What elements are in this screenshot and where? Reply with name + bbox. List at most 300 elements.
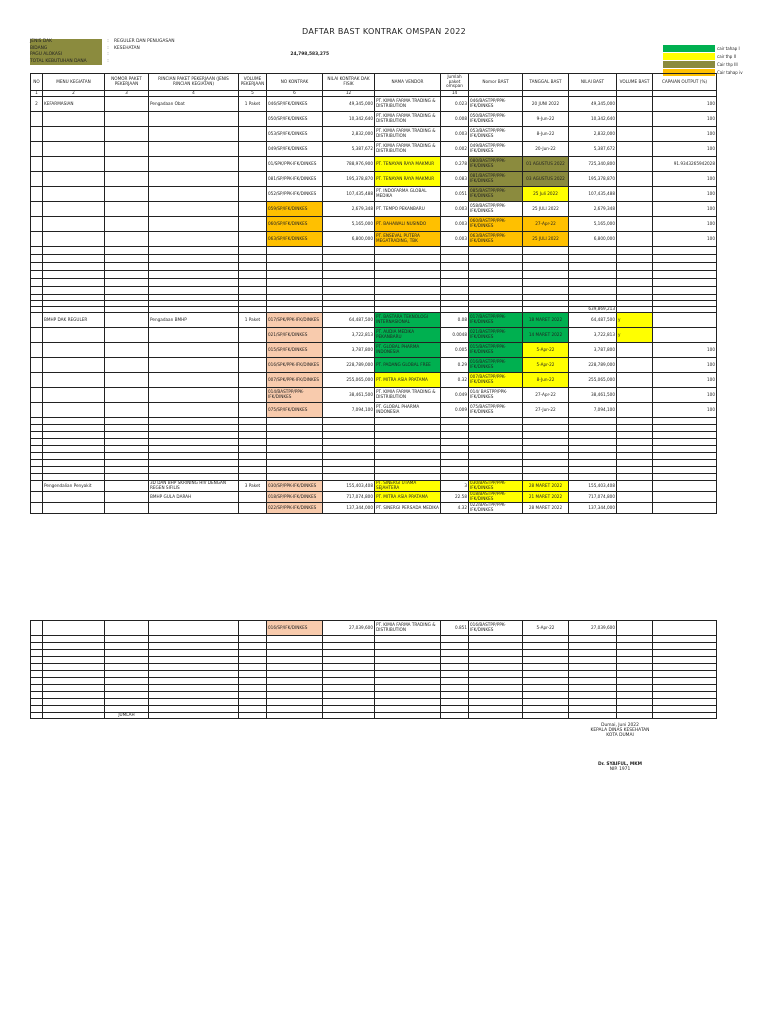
cell-no [31,373,43,388]
cell-bast: 022/BASTPP/PPK-IFK/DINKES [469,503,523,514]
empty-cell [653,247,717,255]
empty-cell [569,650,617,657]
empty-row [31,460,717,467]
empty-cell [441,671,469,678]
empty-cell [31,706,43,713]
cell-nb: 3,722,813 [569,328,617,343]
cell-vol [239,358,267,373]
empty-cell [569,657,617,664]
empty-cell [239,271,267,279]
empty-cell [653,671,717,678]
sign-role: KEPALA DINAS KESEHATAN [590,728,650,733]
cell-cap: 100 [653,172,717,187]
cell-tgl: 03 AGUSTUS 2022 [523,172,569,187]
empty-cell [105,657,149,664]
empty-cell [375,418,441,425]
empty-cell [617,418,653,425]
empty-cell [523,271,569,279]
column-number: 12 [323,91,375,97]
column-header: MENU KEGIATAN [43,74,105,91]
info-value [114,52,204,59]
empty-cell [523,678,569,685]
empty-cell [617,664,653,671]
empty-cell [43,664,105,671]
column-header: NILAI KONTRAK DAK FISIK [323,74,375,91]
cell-nil: 2,832,000 [323,127,375,142]
empty-cell [267,657,323,664]
empty-cell [523,453,569,460]
empty-cell [617,287,653,295]
cell-tgl: 25 JULI 2022 [523,232,569,247]
cell-menu [43,358,105,373]
empty-cell [469,460,523,467]
column-number: 2 [43,91,105,97]
cell-cap: 100 [653,343,717,358]
legend-label: Cair tahap iv [717,69,743,75]
cell-ven: PT. SINERGI PERSADA MEDIKA [375,503,441,514]
table-row [31,388,717,403]
empty-cell [239,643,267,650]
cell-nb: 7,094,100 [569,403,617,418]
cell-menu: KEFARMASIAN [43,97,105,112]
empty-cell [617,460,653,467]
empty-cell [149,446,239,453]
cell-kon: 016/SPK/PPK-IFK/DINKES [267,358,323,373]
cell-tgl: 8-Jun-22 [523,373,569,388]
cell-nb: 38,461,500 [569,388,617,403]
empty-cell [469,279,523,287]
cell-rinc [149,127,239,142]
empty-cell [149,425,239,432]
cell-pkt [105,187,149,202]
cell-kon: 016/SP/IFK/DINKES [267,621,323,636]
empty-cell [267,247,323,255]
empty-cell [569,279,617,287]
cell-ven: PT. AUDIA MEDIKA PEKANBARU [375,328,441,343]
empty-cell [375,467,441,474]
cell-jml: 0.29 [441,358,469,373]
cell-no [31,157,43,172]
empty-cell [469,418,523,425]
cell-cap: 100 [653,358,717,373]
cell-kon: 053/SP/IFK/DINKES [267,127,323,142]
empty-cell [523,474,569,481]
cell-vol [239,127,267,142]
empty-cell [105,446,149,453]
cell-no [31,503,43,514]
cell-jml: 0.003 [441,127,469,142]
cell-nb: 155,403,408 [569,481,617,492]
empty-cell [569,699,617,706]
empty-cell [653,692,717,699]
cell-vb [617,127,653,142]
empty-cell [375,271,441,279]
empty-cell [523,432,569,439]
empty-cell [105,643,149,650]
empty-cell [43,460,105,467]
empty-cell [523,279,569,287]
cell-jml: 0.008 [441,112,469,127]
empty-cell [43,263,105,271]
empty-cell [31,664,43,671]
cell-tgl: 14 MARET 2022 [523,328,569,343]
empty-cell [569,467,617,474]
empty-cell [31,467,43,474]
empty-cell [149,650,239,657]
cell-pkt [105,481,149,492]
cell-nb: 717,074,800 [569,492,617,503]
empty-row [31,453,717,460]
cell-vol [239,142,267,157]
empty-cell [43,692,105,699]
empty-cell [105,699,149,706]
empty-cell [43,685,105,692]
empty-cell [375,263,441,271]
empty-row [31,474,717,481]
cell-jml: 22.58 [441,492,469,503]
cell-menu [43,232,105,247]
cell-tgl: 8-Jun-22 [523,127,569,142]
empty-cell [523,657,569,664]
legend-swatch [663,61,715,68]
empty-cell [617,467,653,474]
empty-cell [31,418,43,425]
cell-menu [43,112,105,127]
cell-jml: 0.003 [441,202,469,217]
cell-nb: 195,378,870 [569,172,617,187]
empty-cell [375,255,441,263]
empty-cell [617,247,653,255]
empty-cell [653,255,717,263]
empty-cell [43,699,105,706]
cell-tgl: 18 MARET 2022 [523,313,569,328]
cell-bast: 085/BASTPP/PPK-IFK/DINKES [469,187,523,202]
empty-cell [149,453,239,460]
cell-nb: 10,342,640 [569,112,617,127]
empty-cell [43,425,105,432]
empty-cell [441,425,469,432]
cell-menu [43,343,105,358]
cell-bast: 081/BASTPP/PPK-IFK/DINKES [469,172,523,187]
empty-cell [653,678,717,685]
empty-cell [149,664,239,671]
empty-cell [239,699,267,706]
empty-cell [149,460,239,467]
page-title: DAFTAR BAST KONTRAK OMSPAN 2022 [302,27,466,36]
total-cell [323,713,375,719]
column-header: CAPAIAN OUTPUT (%) [653,74,717,91]
empty-cell [617,685,653,692]
cell-bast: 030/BASTPP/PPK-IFK/DINKES [469,481,523,492]
cell-vb [617,202,653,217]
empty-cell [43,446,105,453]
empty-cell [375,685,441,692]
cell-vb [617,492,653,503]
empty-cell [105,460,149,467]
cell-ven: PT. BAHAWALI NUSINDO [375,217,441,232]
empty-row [31,699,717,706]
cell-no [31,328,43,343]
bast-table-bottom [30,620,717,719]
empty-cell [375,287,441,295]
empty-cell [569,685,617,692]
empty-cell [617,671,653,678]
cell-vol: 1 Paket [239,313,267,328]
empty-cell [653,263,717,271]
cell-vol [239,492,267,503]
empty-cell [323,425,375,432]
cell-menu [43,492,105,503]
cell-bast: 050/BASTPP/PPK-IFK/DINKES [469,112,523,127]
empty-cell [323,643,375,650]
cell-ven: PT. KIMIA FARMA TRADING & DISTRIBUTION [375,142,441,157]
empty-cell [31,650,43,657]
empty-cell [569,446,617,453]
cell-pkt [105,403,149,418]
cell-nb: 107,435,488 [569,187,617,202]
empty-cell [239,425,267,432]
empty-cell [617,474,653,481]
empty-cell [239,650,267,657]
info-row [30,46,329,53]
cell-nb: 27,039,600 [569,621,617,636]
header-row [31,74,717,91]
cell-vb [617,97,653,112]
sign-name: Dr. SYAIFUL, MKM [597,762,643,767]
column-header: VOLUME BAST [617,74,653,91]
cell-rinc [149,157,239,172]
cell-menu [43,202,105,217]
empty-cell [105,474,149,481]
cell-no [31,492,43,503]
empty-cell [617,643,653,650]
empty-cell [441,446,469,453]
column-number: 14 [441,91,469,97]
cell-nb: 3,787,800 [569,343,617,358]
column-header: NO KONTRAK [267,74,323,91]
empty-cell [43,657,105,664]
empty-cell [323,685,375,692]
cell-tgl: 27-Apr-22 [523,217,569,232]
cell-menu [43,328,105,343]
cell-nil: 788,976,900 [323,157,375,172]
empty-cell [149,247,239,255]
cell-no [31,127,43,142]
empty-cell [323,467,375,474]
cell-nil: 10,342,640 [323,112,375,127]
empty-cell [469,664,523,671]
empty-cell [569,664,617,671]
empty-cell [43,279,105,287]
column-header: NO [31,74,43,91]
cell-tgl: 27-Jun-22 [523,403,569,418]
cell-cap: 100 [653,217,717,232]
total-cell [149,713,239,719]
empty-cell [31,657,43,664]
cell-ven: PT. SINERGI UTAMA SEJAHTERA [375,481,441,492]
cell-jml: 0.005 [441,343,469,358]
cell-tgl: 21 MARET 2022 [523,492,569,503]
empty-row [31,432,717,439]
empty-cell [105,255,149,263]
legend-label: cair thp II [717,53,736,59]
cell-cap: 100 [653,187,717,202]
empty-row [31,671,717,678]
cell-ven: PT. KIMIA FARMA TRADING & DISTRIBUTION [375,112,441,127]
cell-nb: 137,344,000 [569,503,617,514]
empty-cell [653,685,717,692]
legend-item [663,60,743,68]
empty-row [31,247,717,255]
cell-ven: PT. INDOFARMA GLOBAL MEDIKA [375,187,441,202]
column-header: NILAI BAST [569,74,617,91]
cell-ven: PT. TENAYAN RAYA MAKMUR [375,172,441,187]
cell-nil: 2,679,348 [323,202,375,217]
cell-kon: 01/SPK/PPK-IFK/DINKES [267,157,323,172]
empty-cell [653,287,717,295]
cell-no [31,481,43,492]
cell-jml: 0.009 [441,403,469,418]
empty-cell [31,439,43,446]
empty-cell [617,439,653,446]
empty-cell [239,685,267,692]
cell-pkt [105,388,149,403]
column-header: Nomor BAST [469,74,523,91]
empty-cell [523,467,569,474]
empty-cell [149,255,239,263]
empty-cell [239,460,267,467]
empty-cell [523,439,569,446]
empty-cell [375,460,441,467]
empty-cell [43,636,105,643]
empty-cell [105,678,149,685]
cell-nil: 27,039,600 [323,621,375,636]
empty-cell [267,685,323,692]
cell-nil: 155,403,408 [323,481,375,492]
info-row [30,39,329,46]
cell-bast: 014/ BASTPP/PPK-IFK/DINKES [469,388,523,403]
empty-cell [267,418,323,425]
table-row [31,97,717,112]
table-row [31,172,717,187]
empty-row [31,439,717,446]
empty-cell [323,706,375,713]
cell-cap: 100 [653,202,717,217]
empty-cell [105,425,149,432]
empty-cell [43,287,105,295]
empty-cell [523,287,569,295]
empty-cell [569,271,617,279]
cell-nb: 725,340,800 [569,157,617,172]
cell-cap: 100 [653,403,717,418]
empty-cell [105,271,149,279]
empty-cell [617,255,653,263]
empty-cell [569,432,617,439]
cell-no [31,621,43,636]
total-cell: JUMLAH [105,713,149,719]
info-colon: : [107,39,109,44]
cell-no [31,232,43,247]
cell-vb: y [617,313,653,328]
cell-pkt [105,127,149,142]
empty-cell [469,263,523,271]
empty-cell [653,453,717,460]
empty-cell [523,636,569,643]
empty-cell [239,664,267,671]
empty-cell [469,271,523,279]
empty-cell [523,650,569,657]
empty-cell [523,643,569,650]
cell-jml: 4.32 [441,503,469,514]
cell-bast: 018/BASTPP/PPK-IFK/DINKES [469,492,523,503]
empty-row [31,692,717,699]
cell-vol [239,503,267,514]
cell-jml: 0.08 [441,313,469,328]
empty-cell [267,460,323,467]
cell-nil: 7,094,100 [323,403,375,418]
empty-cell [31,263,43,271]
empty-cell [617,263,653,271]
empty-cell [569,255,617,263]
empty-cell [469,706,523,713]
cell-nil: 137,344,000 [323,503,375,514]
empty-cell [441,432,469,439]
cell-kon: 015/SP/IFK/DINKES [267,343,323,358]
cell-vb [617,621,653,636]
legend-label: cair tahap I [717,45,740,51]
empty-cell [441,657,469,664]
legend-item [663,52,743,60]
empty-row [31,467,717,474]
empty-cell [239,439,267,446]
empty-cell [469,671,523,678]
empty-cell [105,650,149,657]
cell-jml: 0.0048 [441,328,469,343]
cell-menu [43,621,105,636]
empty-cell [569,439,617,446]
table-row [31,187,717,202]
empty-cell [653,271,717,279]
empty-cell [375,643,441,650]
legend-swatch [663,45,715,52]
cell-nb: 255,065,000 [569,373,617,388]
empty-cell [523,460,569,467]
empty-cell [31,432,43,439]
empty-cell [149,467,239,474]
table-row [31,481,717,492]
cell-vol [239,217,267,232]
info-row [30,52,329,59]
empty-cell [323,271,375,279]
cell-rinc [149,373,239,388]
cell-pkt [105,202,149,217]
table-row [31,157,717,172]
cell-no [31,343,43,358]
empty-cell [43,432,105,439]
total-cell [469,713,523,719]
cell-vb [617,343,653,358]
empty-cell [149,706,239,713]
table-row [31,313,717,328]
empty-cell [149,671,239,678]
empty-cell [375,474,441,481]
cell-pkt [105,313,149,328]
empty-cell [267,453,323,460]
empty-cell [441,287,469,295]
cell-kon: 050/SP/IFK/DINKES [267,112,323,127]
empty-cell [323,657,375,664]
cell-tgl: 5-Apr-22 [523,621,569,636]
